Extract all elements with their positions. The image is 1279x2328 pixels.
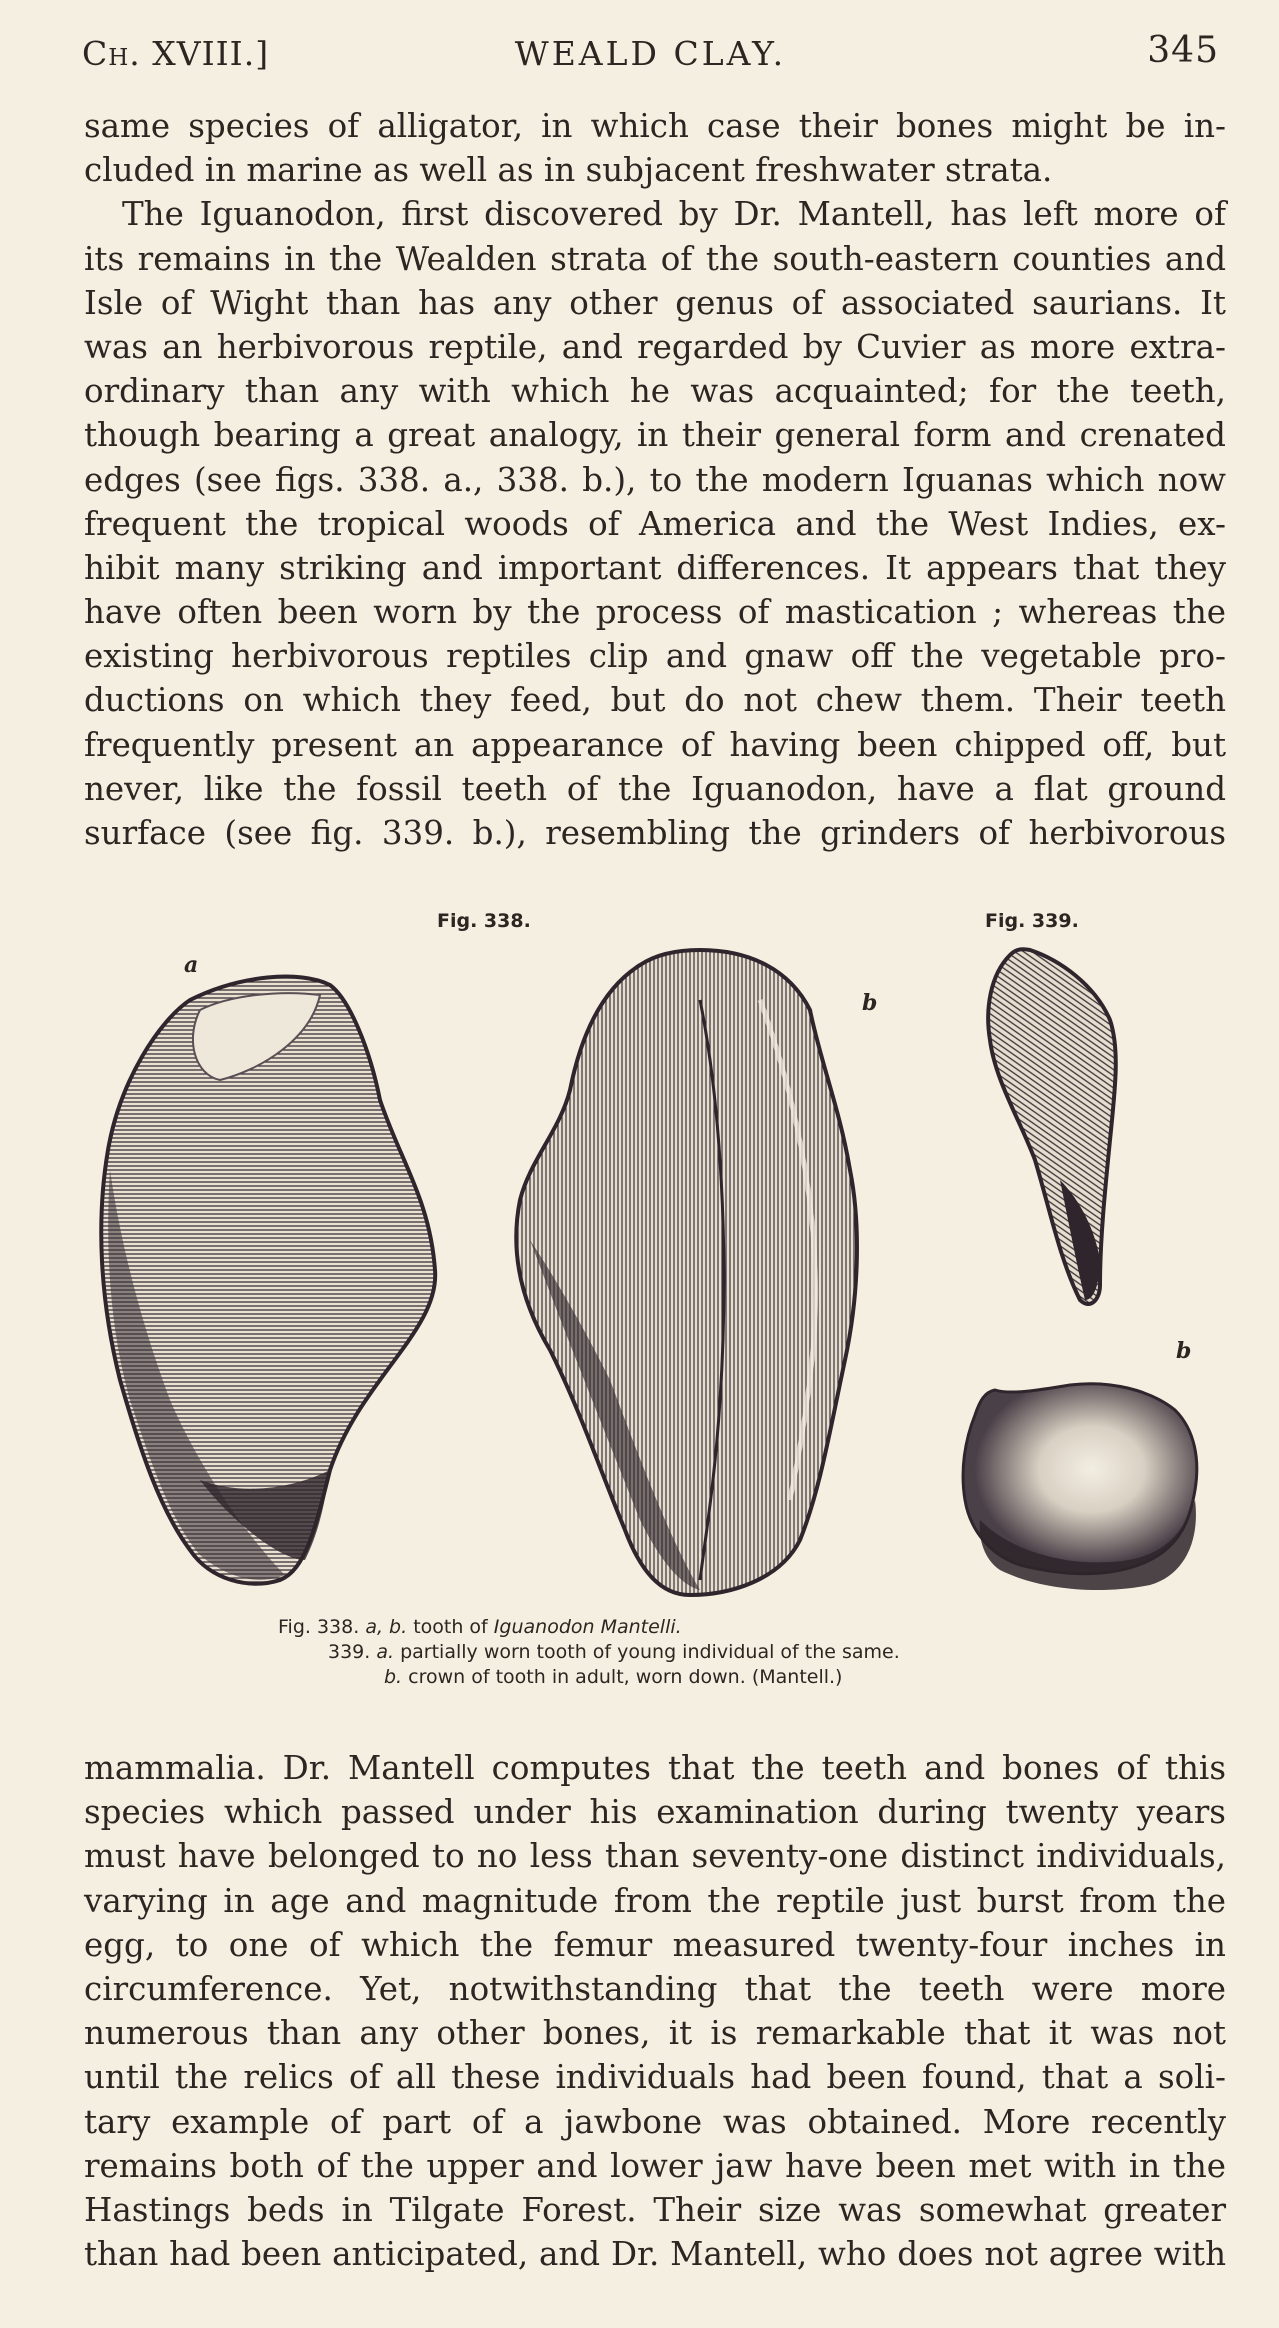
body-text-bottom: [84, 1746, 1226, 2276]
text-line: species which passed under his examination during twenty years: [84, 1793, 1226, 1832]
text-line: its remains in the Wealden strata of the south-eastern counties and: [84, 239, 1226, 278]
text-line: was an herbivorous reptile, and regarded by Cuvier as more extra-: [84, 327, 1226, 366]
text-line: surface (see fig. 339. b.), resembling the grinders of herbivorous: [84, 814, 1226, 852]
text-line: same species of alligator, in which case their bones might be in-: [84, 107, 1226, 145]
text-line: frequent the tropical woods of America and the West Indies, ex-: [84, 504, 1226, 543]
text-line: edges (see figs. 338. a., 338. b.), to the modern Iguanas which now: [84, 460, 1226, 499]
text-line: cluded in marine as well as in subjacent freshwater strata.: [84, 151, 1053, 190]
text-line: mammalia. Dr. Mantell computes that the teeth and bones of this: [84, 1749, 1226, 1787]
fig338-label: Fig. 338.: [437, 910, 531, 932]
fig339-label: Fig. 339.: [985, 910, 1079, 932]
text-line: than had been anticipated, and Dr. Mantell, who does not agree with: [84, 2235, 1226, 2274]
fig-letter-a: a: [184, 952, 199, 978]
text-line: never, like the fossil teeth of the Iguanodon, have a flat ground: [84, 769, 1226, 808]
text-line: have often been worn by the process of mastication ; whereas the: [84, 593, 1226, 632]
caption-line-3: b. crown of tooth in adult, worn down. (Mantell.): [384, 1666, 843, 1688]
text-line: though bearing a great analogy, in their general form and crenated: [84, 416, 1226, 455]
text-line: tary example of part of a jawbone was obtained. More recently: [84, 2102, 1226, 2141]
text-line: Isle of Wight than has any other genus of associated saurians. It: [84, 283, 1226, 322]
fig-letter-b: b: [862, 990, 878, 1016]
text-line: until the relics of all these individuals had been found, that a soli-: [84, 2058, 1226, 2097]
text-line: ordinary than any with which he was acquainted; for the teeth,: [84, 372, 1226, 411]
fig-letter-b-339: b: [1176, 1338, 1192, 1364]
text-line: must have belonged to no less than seventy-one distinct individuals,: [84, 1837, 1226, 1876]
caption-line-2: 339. a. partially worn tooth of young individual of the same.: [328, 1641, 900, 1663]
caption-line-1: Fig. 338. a, b. tooth of Iguanodon Mantelli.: [278, 1616, 682, 1638]
text-line: numerous than any other bones, it is remarkable that it was not: [84, 2014, 1226, 2053]
page-number: 345: [1147, 30, 1219, 71]
text-line: ductions on which they feed, but do not chew them. Their teeth: [84, 681, 1226, 720]
text-line: frequently present an appearance of having been chipped off, but: [84, 725, 1226, 764]
fig339a-tooth-drawing: [988, 949, 1116, 1304]
text-line: remains both of the upper and lower jaw have been met with in the: [84, 2146, 1226, 2185]
fig338a-tooth-drawing: [101, 977, 435, 1584]
text-line: hibit many striking and important differences. It appears that they: [84, 548, 1226, 587]
text-line: varying in age and magnitude from the reptile just burst from the: [84, 1881, 1226, 1920]
text-line: Hastings beds in Tilgate Forest. Their size was somewhat greater: [84, 2190, 1226, 2229]
chapter-heading: Ch. XVIII.]: [82, 34, 270, 73]
fig339b-crown-drawing: [963, 1384, 1197, 1590]
fig338b-tooth-drawing: [516, 950, 857, 1595]
text-line: existing herbivorous reptiles clip and gnaw off the vegetable pro-: [84, 637, 1226, 676]
text-line: The Iguanodon, first discovered by Dr. Mantell, has left more of: [122, 195, 1226, 234]
text-line: circumference. Yet, notwithstanding that the teeth were more: [84, 1969, 1226, 2008]
text-line: egg, to one of which the femur measured twenty-four inches in: [84, 1925, 1226, 1964]
page-title: WEALD CLAY.: [514, 34, 787, 73]
